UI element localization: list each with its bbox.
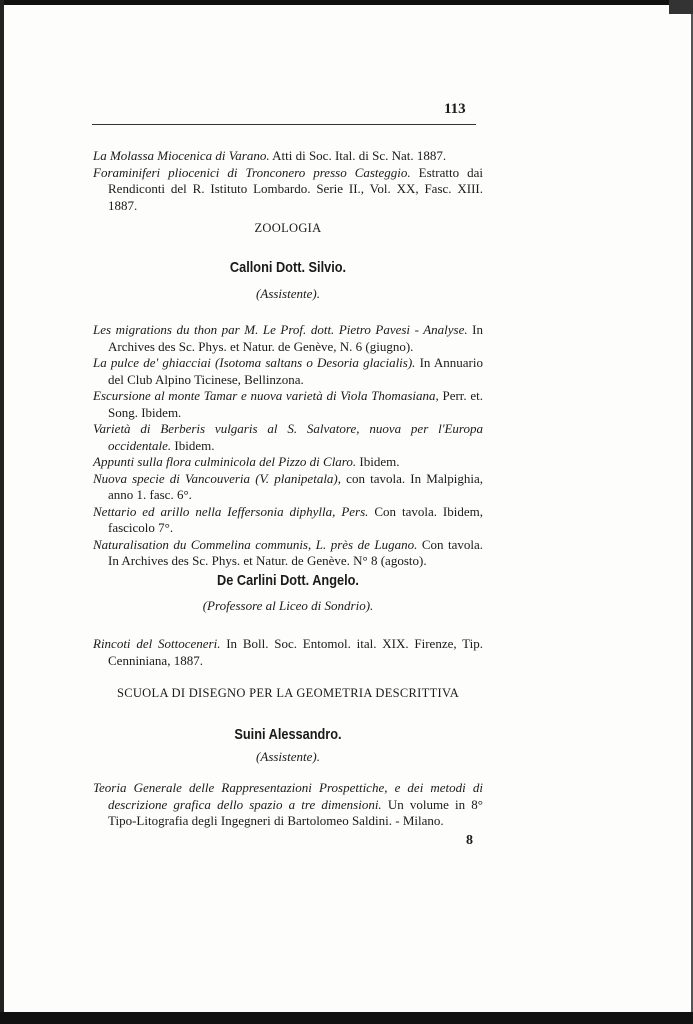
entry-title: Foraminiferi pliocenici di Tronconero presso Casteggio. xyxy=(93,164,411,180)
entry-citation: In Boll. Soc. Entomol. ital. XIX. Firenze, Tip. Cenniniana, 1887. xyxy=(108,636,483,668)
scan-corner xyxy=(669,0,693,14)
bibliography-entry xyxy=(93,454,483,471)
entry-title: Naturalisation du Commelina communis, L. près de Lugano. xyxy=(93,536,418,552)
entry-citation: Con tavola. In Archives des Sc. Phys. et Natur. de Genève. N° 8 (agosto). xyxy=(108,536,483,568)
entry-title: La Molassa Miocenica di Varano. xyxy=(93,148,270,163)
bibliography-entry xyxy=(93,322,483,355)
author-role-suini: (Assistente). xyxy=(256,749,320,764)
bibliography-entry xyxy=(93,148,483,165)
entry-title: Les migrations du thon par M. Le Prof. dott. Pietro Pavesi - Analyse. xyxy=(93,322,468,337)
author-name-suini: Suini Alessandro. xyxy=(234,726,342,743)
entry-title: La pulce de' ghiacciai (Isotoma saltans o Desoria glacialis). xyxy=(93,355,416,370)
entry-citation: Ibidem. xyxy=(356,454,400,469)
entry-title: Teoria Generale delle Rappresentazioni Prospettiche, e dei metodi di descrizione grafica dello spazio a tre dimensioni. xyxy=(93,780,483,812)
entry-title: Nettario ed arillo nella Ieffersonia diphylla, Pers. xyxy=(93,503,369,519)
entry-citation: In Archives des Sc. Phys. et Natur. de Genève, N. 6 (giugno). xyxy=(108,322,483,354)
entry-citation: Con tavola. Ibidem, fascicolo 7°. xyxy=(108,503,483,535)
scan-edge-top xyxy=(0,0,693,5)
bibliography-entry xyxy=(93,504,483,537)
bibliography-entry xyxy=(93,636,483,669)
entry-citation: Ibidem. xyxy=(171,437,215,453)
entry-title: Appunti sulla flora culminicola del Pizzo di Claro. xyxy=(93,454,357,469)
bibliography-block-2 xyxy=(93,322,483,570)
author-name-decarlini: De Carlini Dott. Angelo. xyxy=(217,572,359,589)
section-heading-disegno: SCUOLA DI DISEGNO PER LA GEOMETRIA DESCRITTIVA xyxy=(116,686,460,700)
bibliography-entry xyxy=(93,537,483,570)
bibliography-entry xyxy=(93,388,483,421)
author-role-decarlini: (Professore al Liceo di Sondrio). xyxy=(202,598,374,613)
bibliography-entry xyxy=(93,165,483,215)
author-name-calloni: Calloni Dott. Silvio. xyxy=(229,259,347,276)
scan-edge-left xyxy=(0,0,4,1024)
entry-title: Nuova specie di Vancouveria (V. planipetala), xyxy=(93,470,342,486)
entry-title: Escursione al monte Tamar e nuova varietà di Viola Thomasiana, xyxy=(93,388,439,403)
entry-citation: Perr. et. Song. Ibidem. xyxy=(108,388,483,420)
bibliography-block-3 xyxy=(93,636,483,669)
entry-citation: Atti di Soc. Ital. di Sc. Nat. 1887. xyxy=(269,148,447,163)
bibliography-entry xyxy=(93,471,483,504)
entry-citation: Estratto dai Rendiconti del R. Istituto Lombardo. Serie II., Vol. XX, Fasc. XIII. 1887. xyxy=(108,164,483,213)
entry-title: Varietà di Berberis vulgaris al S. Salvatore, nuova per l'Europa occidentale. xyxy=(93,421,483,453)
author-role-calloni: (Assistente). xyxy=(256,286,320,301)
header-rule xyxy=(92,124,476,125)
entry-citation: In Annuario del Club Alpino Ticinese, Bellinzona. xyxy=(108,355,483,387)
bibliography-block-1 xyxy=(93,148,483,214)
bibliography-block-4 xyxy=(93,780,483,830)
bibliography-entry xyxy=(93,355,483,388)
scan-edge-bottom xyxy=(0,1012,693,1024)
bibliography-entry xyxy=(93,421,483,454)
section-heading-zoologia: ZOOLOGIA xyxy=(254,221,322,235)
page-number: 113 xyxy=(444,101,466,117)
bibliography-entry xyxy=(93,780,483,830)
signature-mark: 8 xyxy=(466,833,473,848)
entry-title: Rincoti del Sottoceneri. xyxy=(93,636,221,651)
entry-citation: Un volume in 8° Tipo-Litografia degli Ingegneri di Bartolomeo Saldini. - Milano. xyxy=(108,796,483,828)
entry-citation: con tavola. In Malpighia, anno 1. fasc. 6°. xyxy=(108,470,483,502)
